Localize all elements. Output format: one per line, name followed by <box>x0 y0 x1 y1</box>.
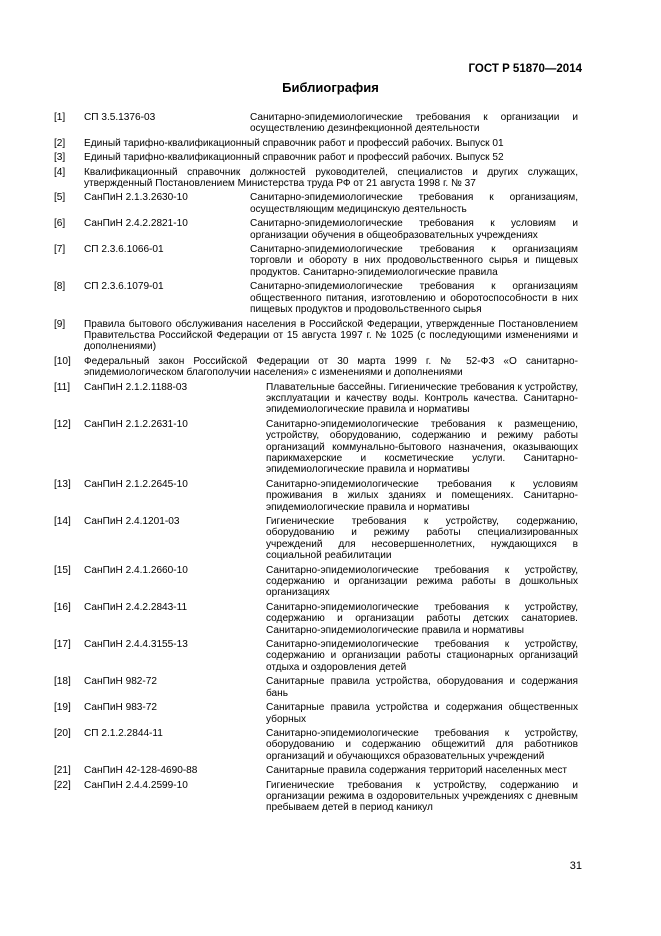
entry-text: Санитарно-эпидемиологические требования к устройству, содержанию и организации работы стационарных организаций отдыха и оздоровления детей <box>266 639 578 673</box>
entry-code: СП 3.5.1376-03 <box>84 112 156 123</box>
entry-text: Санитарно-эпидемиологические требования к организациям общественного питания, изготовлению и оборотоспособности в них пищевых продуктов и продовольственного сырья <box>250 281 578 316</box>
bibliography-entry <box>54 356 578 379</box>
entry-number: [1] <box>54 112 66 123</box>
entry-code: СанПиН 2.4.2.2843-11 <box>84 601 188 613</box>
bibliography-entry <box>54 167 578 190</box>
entry-text: Правила бытового обслуживания населения в Российской Федерации, утвержденные Постановлением Правительства Российской Федерации от 15 августа 1997 г. № 1025 (с последующими изменениями и дополнениями) <box>84 318 578 353</box>
bibliography-list <box>54 112 578 817</box>
page-title: Библиография <box>282 80 379 95</box>
entry-number: [8] <box>54 281 66 293</box>
entry-code: СанПиН 983-72 <box>84 702 158 714</box>
bibliography-entry <box>54 639 578 673</box>
entry-text: Плавательные бассейны. Гигиенические требования к устройству, эксплуатации и качеству воды. Контроль качества. Санитарно-эпидемиологические правила и нормативы <box>266 381 578 416</box>
entry-text: Единый тарифно-квалификационный справочник работ и профессий рабочих. Выпуск 01 <box>84 137 504 149</box>
entry-number: [11] <box>54 381 71 393</box>
entry-code: СанПиН 2.4.4.2599-10 <box>84 779 188 791</box>
bibliography-entry <box>54 676 578 699</box>
page-number: 31 <box>569 860 582 872</box>
bibliography-entry <box>54 192 578 215</box>
entry-code: СанПиН 2.1.2.2631-10 <box>84 418 188 430</box>
entry-number: [15] <box>54 564 71 576</box>
entry-number: [4] <box>54 166 66 178</box>
entry-text: Санитарные правила содержания территорий населенных мест <box>266 765 568 777</box>
bibliography-entry <box>54 218 578 241</box>
entry-number: [10] <box>54 355 71 367</box>
entry-text: Федеральный закон Российской Федерации от 30 марта 1999 г. № 52-ФЗ «О санитарно-эпидемиологическом благополучии населения» с изменениями и дополнениями <box>84 355 578 379</box>
entry-text: Санитарно-эпидемиологические требования к организации и осуществлению дезинфекционной деятельности <box>250 112 578 135</box>
bibliography-entry <box>54 702 578 725</box>
entry-number: [3] <box>54 152 66 164</box>
entry-code: СанПиН 2.4.4.3155-13 <box>84 639 188 651</box>
entry-text: Квалификационный справочник должностей руководителей, специалистов и других служащих, утвержденный Постановлением Министерства труда РФ от 21 августа 1998 г. № 37 <box>84 166 578 190</box>
bibliography-entry <box>54 602 578 636</box>
entry-text: Гигиенические требования к устройству, содержанию и организации режима в оздоровительных учреждениях с дневным пребываем детей в период каникул <box>266 779 578 814</box>
entry-code: СанПиН 2.4.1201-03 <box>84 516 180 527</box>
entry-text: Санитарно-эпидемиологические требования к организациям, осуществляющим медицинскую деятельность <box>250 192 578 215</box>
entry-code: СанПиН 42-128-4690-88 <box>84 765 198 777</box>
entry-text: Единый тарифно-квалификационный справочник работ и профессий рабочих. Выпуск 52 <box>84 152 504 164</box>
bibliography-entry <box>54 112 578 135</box>
entry-text: Санитарные правила устройства, оборудования и содержания бань <box>266 676 578 699</box>
entry-number: [21] <box>54 765 71 777</box>
entry-code: СанПиН 2.1.2.1188-03 <box>84 381 188 393</box>
entry-code: СП 2.3.6.1079-01 <box>84 281 164 293</box>
bibliography-entry <box>54 152 578 163</box>
entry-number: [18] <box>54 676 71 688</box>
entry-number: [19] <box>54 702 71 714</box>
entry-code: СП 2.1.2.2844-11 <box>84 727 163 739</box>
bibliography-entry <box>54 244 578 278</box>
entry-code: СанПиН 2.1.3.2630-10 <box>84 192 188 204</box>
bibliography-entry <box>54 516 578 562</box>
entry-number: [14] <box>54 516 71 527</box>
bibliography-entry <box>54 281 578 315</box>
entry-code: СанПиН 2.1.2.2645-10 <box>84 478 188 490</box>
entry-code: СанПиН 982-72 <box>84 676 158 688</box>
entry-text: Санитарно-эпидемиологические требования к размещению, устройству, оборудованию, содержанию и режиму работы организаций коммунально-бытового назначения, оказывающих парикмахерские и косметические услуги. Санитарно-эпидемиологические правила и нормативы <box>266 418 578 476</box>
entry-number: [7] <box>54 244 66 256</box>
bibliography-entry <box>54 565 578 599</box>
entry-text: Санитарные правила устройства и содержания общественных уборных <box>266 702 578 725</box>
bibliography-entry <box>54 780 578 814</box>
entry-text: Санитарно-эпидемиологические требования к условиям и организации обучения в общеобразовательных учреждениях <box>250 218 578 241</box>
entry-code: СанПиН 2.4.2.2821-10 <box>84 218 188 230</box>
entry-number: [13] <box>54 478 71 490</box>
bibliography-entry <box>54 419 578 476</box>
entry-text: Санитарно-эпидемиологические требования к организациям торговли и обороту в них продовольственного сырья и пищевых продуктов. Санитарно-эпидемиологические правила <box>250 244 578 278</box>
entry-code: СанПиН 2.4.1.2660-10 <box>84 564 188 576</box>
bibliography-entry <box>54 479 578 513</box>
entry-number: [2] <box>54 137 66 149</box>
entry-text: Гигиенические требования к устройству, содержанию, оборудованию и режиму работы специализированных учреждений для несовершеннолетних, нуждающихся в социальной реабилитации <box>266 516 578 562</box>
entry-number: [16] <box>54 601 71 613</box>
bibliography-entry <box>54 765 578 776</box>
entry-number: [17] <box>54 639 71 651</box>
entry-number: [12] <box>54 418 71 430</box>
bibliography-entry <box>54 138 578 149</box>
bibliography-entry <box>54 382 578 416</box>
entry-number: [9] <box>54 318 66 330</box>
entry-text: Санитарно-эпидемиологические требования к устройству, оборудованию и содержанию общежитий для работников организаций и обучающихся образовательных учреждений <box>266 727 578 762</box>
bibliography-entry <box>54 319 578 353</box>
entry-code: СП 2.3.6.1066-01 <box>84 244 164 256</box>
entry-number: [6] <box>54 218 66 230</box>
entry-number: [20] <box>54 727 71 739</box>
entry-number: [22] <box>54 779 71 791</box>
document-standard-code: ГОСТ Р 51870—2014 <box>468 63 582 75</box>
entry-number: [5] <box>54 192 66 204</box>
bibliography-entry <box>54 728 578 762</box>
entry-text: Санитарно-эпидемиологические требования к устройству, содержанию и организации режима работы в дошкольных организациях <box>266 564 578 599</box>
entry-text: Санитарно-эпидемиологические требования к условиям проживания в жилых зданиях и помещениях. Санитарно-эпидемиологические правила и нормативы <box>266 478 578 513</box>
entry-text: Санитарно-эпидемиологические требования к устройству, содержанию и организации работы детских санаториев. Санитарно-эпидемиологические правила и нормативы <box>266 601 578 636</box>
